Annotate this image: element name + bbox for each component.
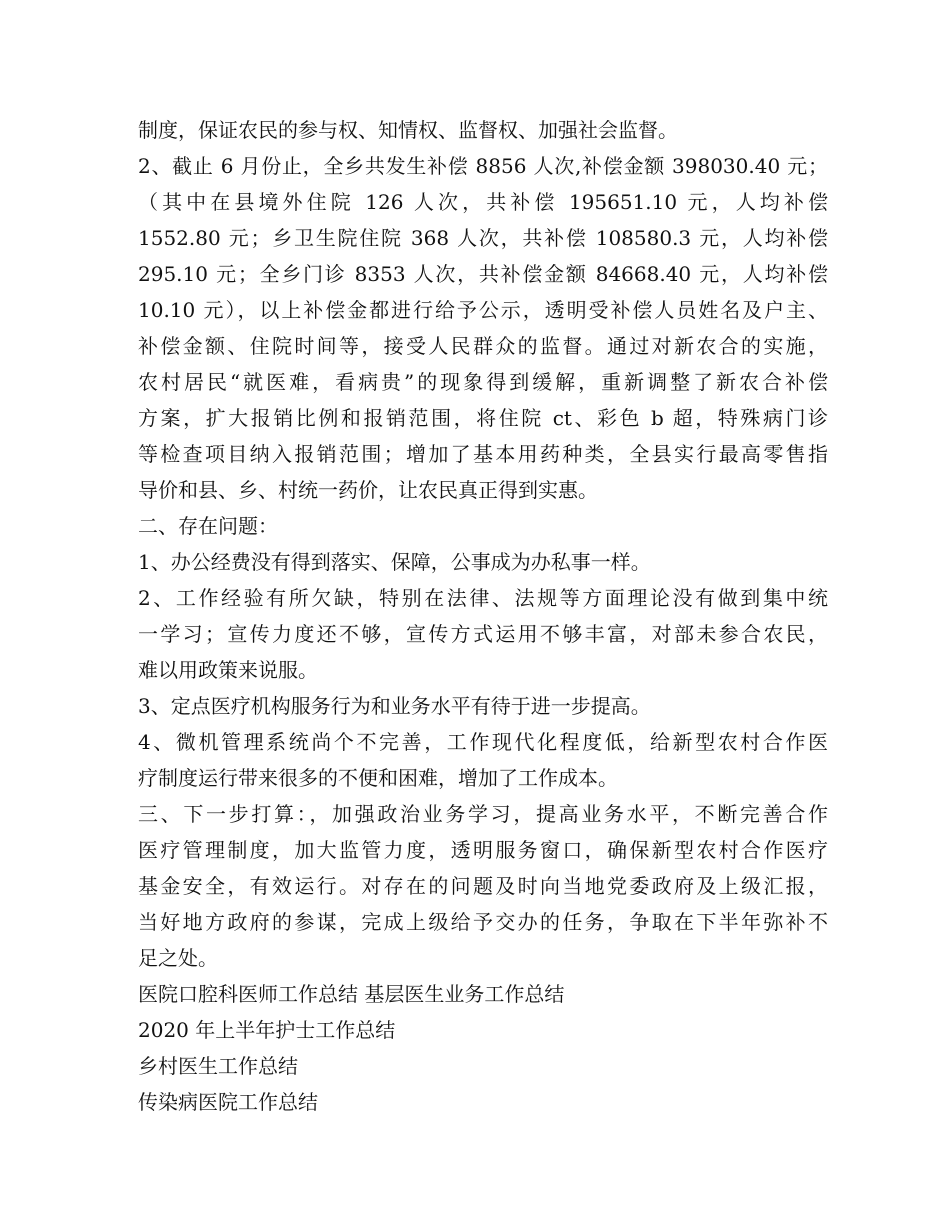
- text-line: 补偿金额、住院时间等，接受人民群众的监督。通过对新农合的实施，: [138, 334, 828, 358]
- text-line: （其中在县境外住院 126 人次，共补偿 195651.10 元，人均补偿: [138, 190, 828, 214]
- text-line: 10.10 元），以上补偿金都进行给予公示，透明受补偿人员姓名及户主、: [138, 298, 828, 322]
- text-line: 等检查项目纳入报销范围；增加了基本用药种类，全县实行最高零售指: [138, 442, 828, 466]
- text-line: 4、微机管理系统尚个不完善，工作现代化程度低，给新型农村合作医: [138, 730, 828, 754]
- text-line: 2、工作经验有所欠缺，特别在法律、法规等方面理论没有做到集中统: [138, 586, 828, 610]
- text-line: 2、截止 6 月份止，全乡共发生补偿 8856 人次,补偿金额 398030.40 元；: [138, 154, 828, 178]
- text-line: 方案，扩大报销比例和报销范围，将住院 ct、彩色 b 超，特殊病门诊: [138, 406, 828, 430]
- text-line: 导价和县、乡、村统一药价，让农民真正得到实惠。: [138, 478, 598, 502]
- text-line: 基金安全，有效运行。对存在的问题及时向当地党委政府及上级汇报，: [138, 874, 828, 898]
- document-body: [138, 112, 828, 1120]
- text-line: 1552.80 元；乡卫生院住院 368 人次，共补偿 108580.3 元，人均补偿: [138, 226, 828, 250]
- related-link[interactable]: 医院口腔科医师工作总结 基层医生业务工作总结: [138, 982, 565, 1006]
- text-line: 3、定点医疗机构服务行为和业务水平有待于进一步提高。: [138, 694, 651, 718]
- section-heading: 三、下一步打算：，加强政治业务学习，提高业务水平，不断完善合作: [138, 802, 828, 826]
- text-line: 一学习；宣传力度还不够，宣传方式运用不够丰富，对部未参合农民，: [138, 622, 828, 646]
- text-line: 足之处。: [138, 946, 218, 970]
- text-line: 1、办公经费没有得到落实、保障，公事成为办私事一样。: [138, 550, 651, 574]
- text-line: 医疗管理制度，加大监管力度，透明服务窗口，确保新型农村合作医疗: [138, 838, 828, 862]
- related-link[interactable]: 乡村医生工作总结: [138, 1054, 298, 1078]
- related-link[interactable]: 传染病医院工作总结: [138, 1090, 318, 1114]
- text-line: 制度，保证农民的参与权、知情权、监督权、加强社会监督。: [138, 118, 678, 142]
- text-line: 难以用政策来说服。: [138, 658, 318, 682]
- text-line: 农村居民“就医难，看病贵”的现象得到缓解，重新调整了新农合补偿: [138, 370, 828, 394]
- related-link[interactable]: 2020 年上半年护士工作总结: [138, 1018, 396, 1042]
- text-line: 疗制度运行带来很多的不便和困难，增加了工作成本。: [138, 766, 618, 790]
- text-line: 295.10 元；全乡门诊 8353 人次，共补偿金额 84668.40 元，人均补偿: [138, 262, 828, 286]
- text-line: 当好地方政府的参谋，完成上级给予交办的任务，争取在下半年弥补不: [138, 910, 828, 934]
- section-heading: 二、存在问题：: [138, 514, 278, 538]
